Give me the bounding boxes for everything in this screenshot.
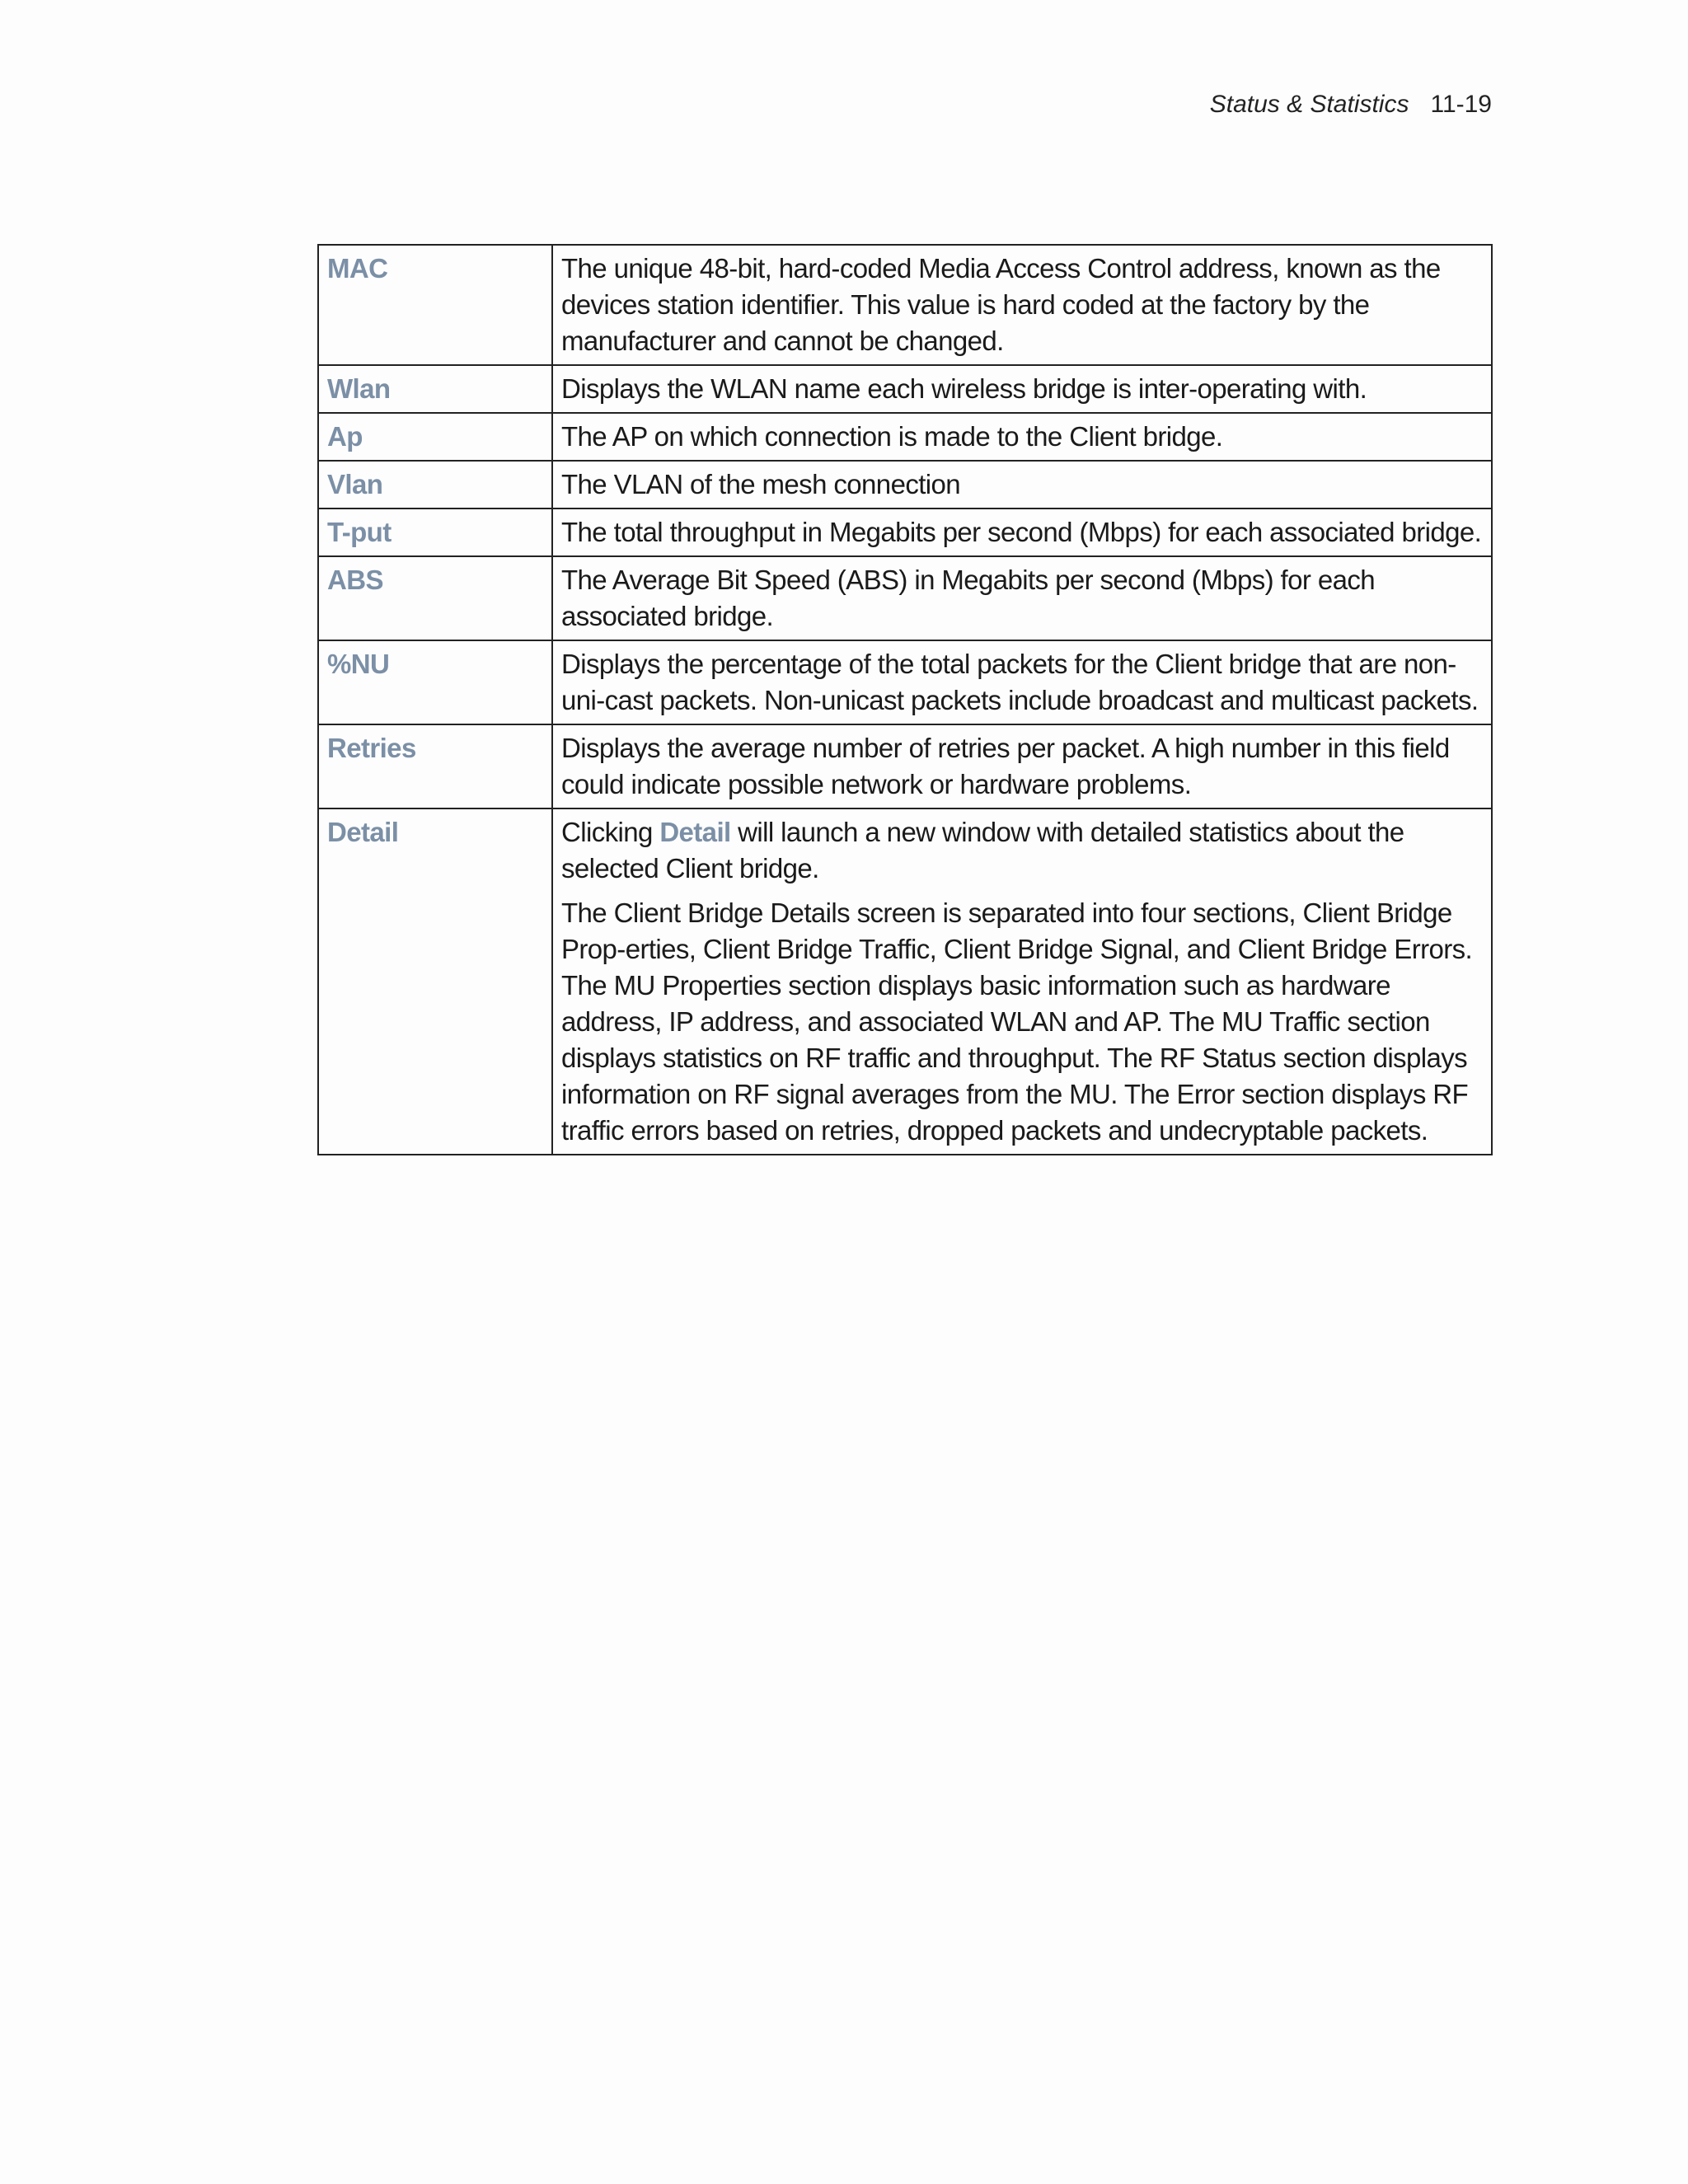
detail-inline-term: Detail: [659, 817, 731, 847]
term-cell: ABS: [318, 556, 552, 640]
description-cell: [552, 808, 1492, 1155]
table-row: [318, 245, 1492, 365]
table-row: [318, 365, 1492, 413]
term-cell: Detail: [318, 808, 552, 1155]
term-cell: Wlan: [318, 365, 552, 413]
table-row: [318, 808, 1492, 1155]
detail-paragraph-1: [561, 814, 1483, 887]
term-cell: Vlan: [318, 461, 552, 509]
description-cell: The total throughput in Megabits per second (Mbps) for each associated bridge.: [552, 509, 1492, 556]
parameter-table: [317, 244, 1493, 1155]
table-row: [318, 556, 1492, 640]
table-row: [318, 413, 1492, 461]
description-cell: The VLAN of the mesh connection: [552, 461, 1492, 509]
table-row: [318, 461, 1492, 509]
detail-pre-text: Clicking: [561, 817, 653, 847]
detail-paragraph-2: The Client Bridge Details screen is separated into four sections, Client Bridge Prop-erties, Client Bridge Traffic, Client Bridge Signal, and Client Bridge Errors. The MU Properties section displays basic information such as hardware address, IP address, and associated WLAN and AP. The MU Traffic section displays statistics on RF traffic and throughput. The RF Status section displays information on RF signal averages from the MU. The Error section displays RF traffic errors based on retries, dropped packets and undecryptable packets.: [561, 898, 1473, 1146]
term-cell: %NU: [318, 640, 552, 724]
description-cell: Displays the percentage of the total packets for the Client bridge that are non-uni-cast packets. Non-unicast packets include broadcast and multicast packets.: [552, 640, 1492, 724]
detail-post-text: will launch a new window with detailed statistics about the selected Client bridge.: [561, 817, 1404, 883]
table-row: [318, 724, 1492, 808]
term-cell: MAC: [318, 245, 552, 365]
description-cell: Displays the WLAN name each wireless bridge is inter-operating with.: [552, 365, 1492, 413]
term-cell: Retries: [318, 724, 552, 808]
section-title: Status & Statistics: [1209, 91, 1409, 118]
description-cell: The unique 48-bit, hard-coded Media Access Control address, known as the devices station identifier. This value is hard coded at the factory by the manufacturer and cannot be changed.: [552, 245, 1492, 365]
description-cell: The Average Bit Speed (ABS) in Megabits per second (Mbps) for each associated bridge.: [552, 556, 1492, 640]
page-number: 11-19: [1430, 91, 1492, 118]
term-cell: T-put: [318, 509, 552, 556]
term-cell: Ap: [318, 413, 552, 461]
description-cell: The AP on which connection is made to the Client bridge.: [552, 413, 1492, 461]
table-row: [318, 640, 1492, 724]
description-cell: Displays the average number of retries per packet. A high number in this field could indicate possible network or hardware problems.: [552, 724, 1492, 808]
table-row: [318, 509, 1492, 556]
running-header: [1210, 89, 1492, 120]
